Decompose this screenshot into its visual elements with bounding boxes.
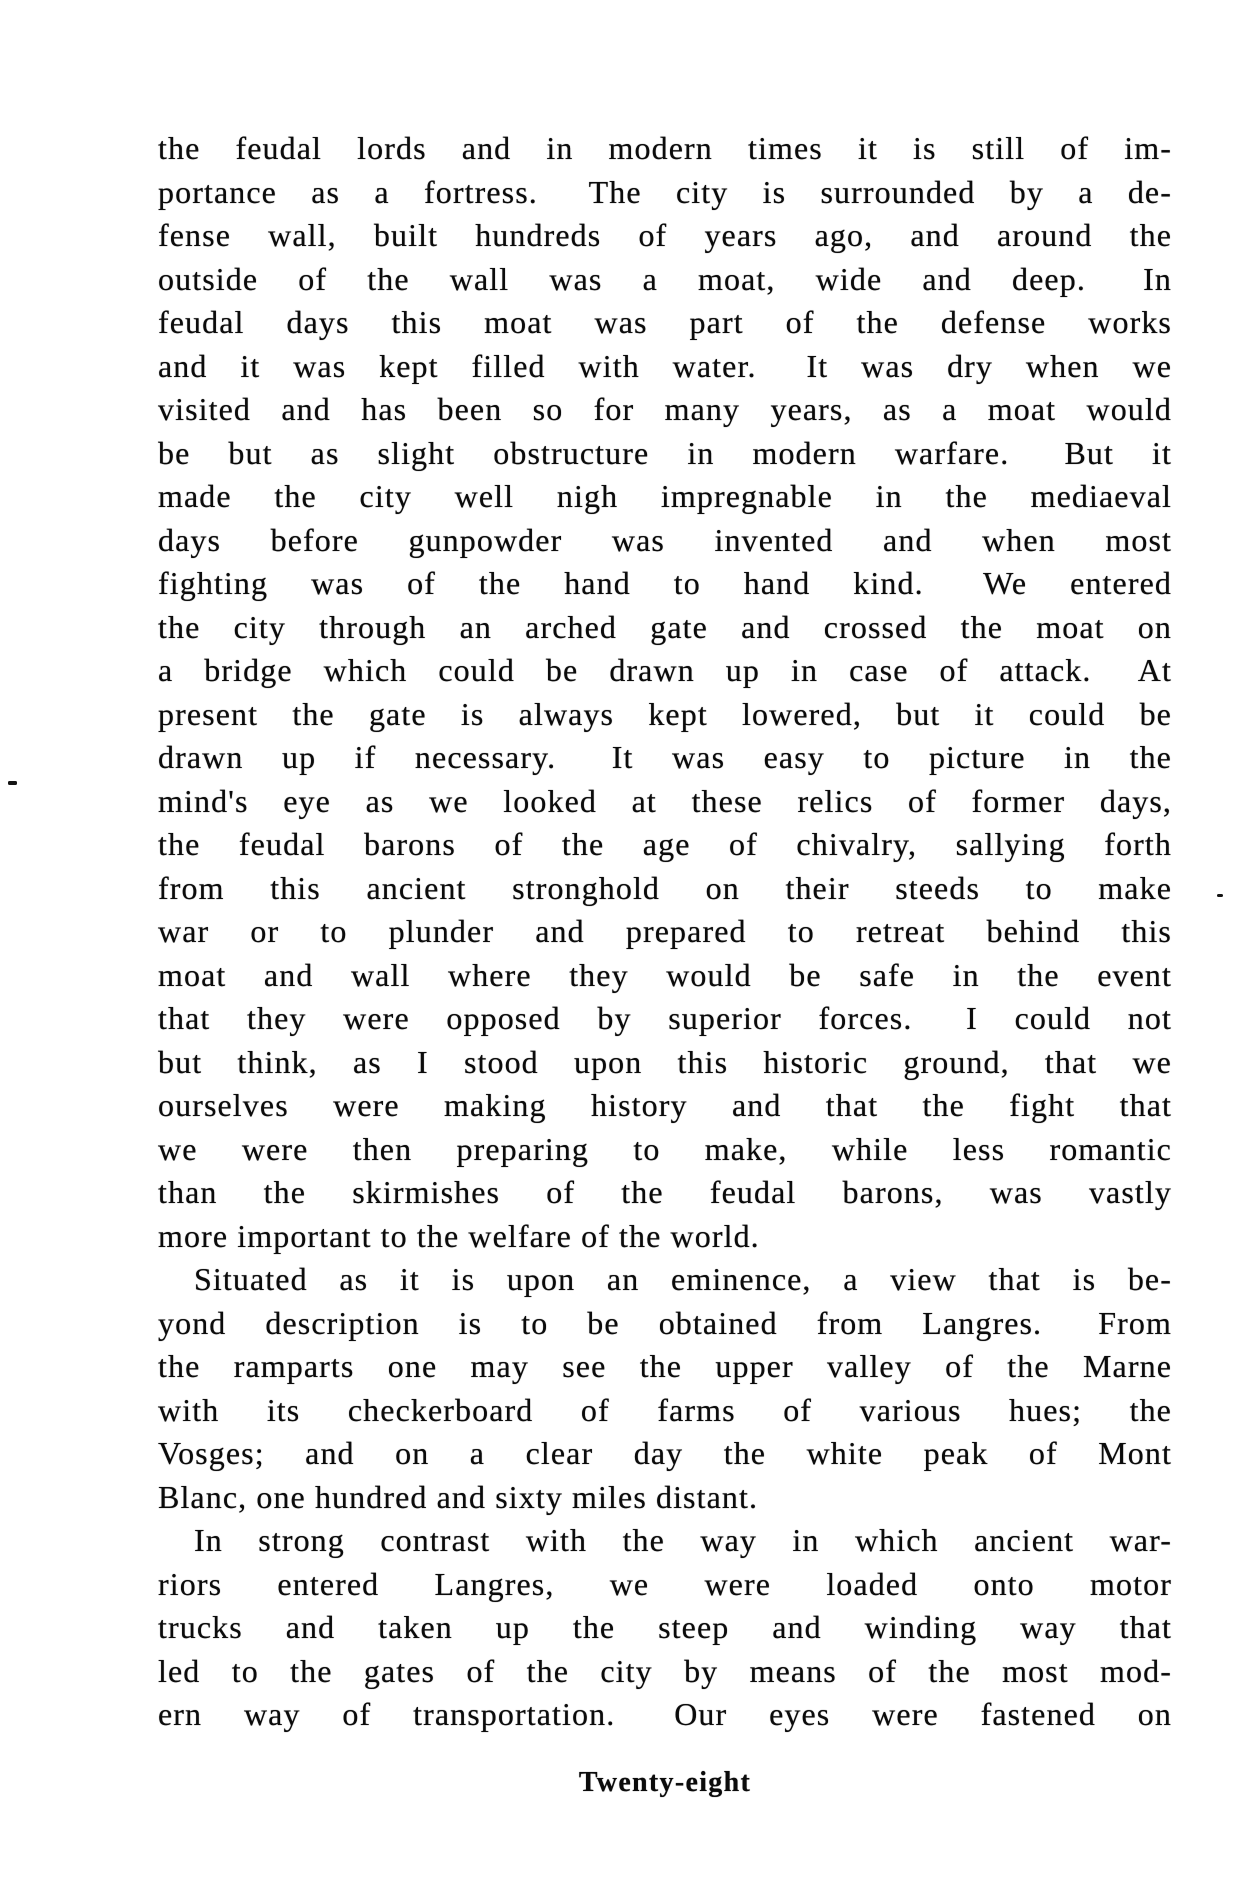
text-line: with its checkerboard of farms of various hues; the (158, 1391, 1172, 1428)
text-line: visited and has been so for many years, as a moat would (158, 391, 1172, 427)
text-line: ern way of transportation. Our eyes were fastened on (158, 1696, 1172, 1732)
text-line: mind's eye as we looked at these relics of former days, (158, 782, 1172, 819)
text-line: drawn up if necessary. It was easy to picture in the (158, 739, 1172, 775)
text-line: that they were opposed by superior forces. I could not (158, 1000, 1172, 1036)
text-line: In strong contrast with the way in which ancient war- (194, 1522, 1172, 1558)
text-line: than the skirmishes of the feudal barons, was vastly (158, 1174, 1172, 1210)
text-line: yond description is to be obtained from Langres. From (158, 1304, 1172, 1341)
text-line: the feudal barons of the age of chivalry, sallying forth (158, 826, 1172, 862)
text-line: from this ancient stronghold on their steeds to make (158, 869, 1172, 906)
text-line: ourselves were making history and that the fight that (158, 1087, 1172, 1123)
text-line: made the city well nigh impregnable in the mediaeval (158, 478, 1172, 514)
text-line: fense wall, built hundreds of years ago, and around the (158, 217, 1172, 253)
ink-speck (1217, 894, 1223, 897)
text-line: a bridge which could be drawn up in case of attack. At (158, 652, 1172, 688)
text-line: more important to the welfare of the world. (158, 1217, 760, 1254)
text-line: outside of the wall was a moat, wide and deep. In (158, 260, 1172, 297)
text-line: the ramparts one may see the upper valley of the Marne (158, 1348, 1172, 1384)
text-line: we were then preparing to make, while less romantic (158, 1130, 1172, 1167)
ink-speck (8, 781, 17, 785)
text-line: riors entered Langres, we were loaded onto motor (158, 1565, 1172, 1602)
text-line: the feudal lords and in modern times it is still of im- (158, 130, 1172, 166)
text-line: Blanc, one hundred and sixty miles distant. (158, 1478, 759, 1515)
text-line: led to the gates of the city by means of the most mod- (158, 1652, 1172, 1689)
text-line: Vosges; and on a clear day the white peak of Mont (158, 1435, 1172, 1471)
text-line: the city through an arched gate and crossed the moat on (158, 608, 1172, 645)
text-line: present the gate is always kept lowered, but it could be (158, 695, 1172, 732)
text-line: days before gunpowder was invented and when most (158, 521, 1172, 558)
text-line: but think, as I stood upon this historic ground, that we (158, 1043, 1172, 1080)
text-line: Situated as it is upon an eminence, a view that is be- (194, 1261, 1172, 1297)
text-line: war or to plunder and prepared to retreat behind this (158, 913, 1172, 949)
text-line: fighting was of the hand to hand kind. We entered (158, 565, 1172, 601)
text-line: and it was kept filled with water. It was dry when we (158, 347, 1172, 384)
text-line: moat and wall where they would be safe in the event (158, 956, 1172, 993)
text-line: trucks and taken up the steep and winding way that (158, 1609, 1172, 1645)
page-number: Twenty-eight (578, 1767, 752, 1798)
text-line: feudal days this moat was part of the defense works (158, 304, 1172, 340)
text-line: be but as slight obstructure in modern warfare. But it (158, 434, 1172, 471)
body-text (158, 127, 1172, 1737)
text-line: portance as a fortress. The city is surrounded by a de- (158, 173, 1172, 210)
